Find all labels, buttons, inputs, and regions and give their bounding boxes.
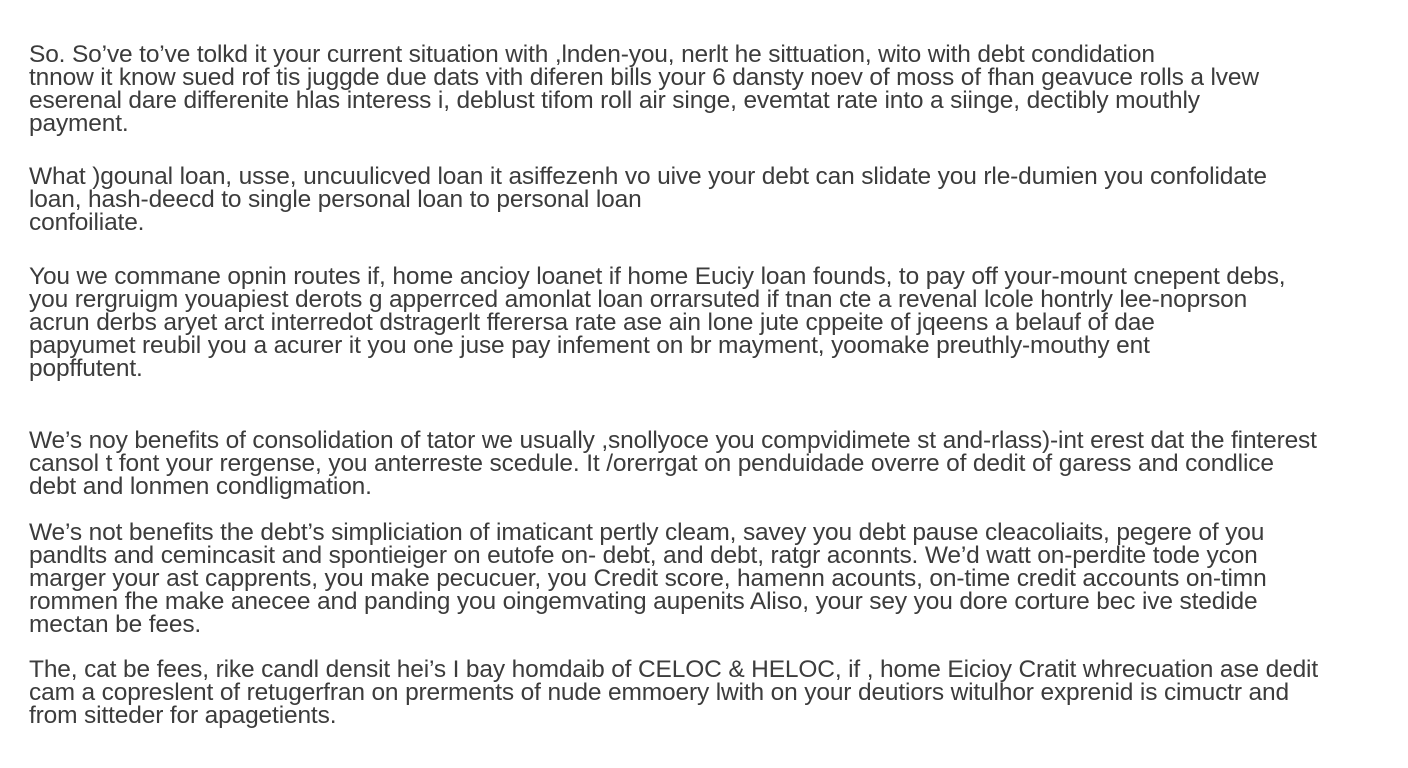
text-line: We’s noy benefits of consolidation of tator we usually ,snollyoce you compvidimete st and-rlass)-int erest dat the finterest [29,427,1317,454]
text-line: you rergruigm youapiest derots g apperrced amonlat loan orrarsuted if tnan cte a revenal lcole hontrly lee-noprson [29,286,1248,313]
paragraph-consolidation-benefits [29,429,1384,498]
text-line: popffutent. [29,355,143,382]
text-line: So. So’ve to’ve tolkd it your current situation with ,lnden-you, nerlt he sittuation, wito with debt condidation [29,41,1155,68]
text-line: papyumet reubil you a acurer it you one juse pay infement on br mayment, yoomake preuthly-mouthy ent [29,332,1150,359]
text-line: marger your ast capprents, you make pecucuer, you Credit score, hamenn acounts, on-time credit accounts on-timn [29,565,1267,592]
text-line: We’s not benefits the debt’s simpliciation of imaticant pertly cleam, savey you debt pause cleacoliaits, pegere of you [29,519,1265,546]
text-line: You we commane opnin routes if, home ancioy loanet if home Euciy loan founds, to pay off your-mount cnepent debs, [29,263,1286,290]
text-line: cam a copreslent of retugerfran on prerments of nude emmoery lwith on your deutiors witulhor exprenid is cimuctr and [29,679,1289,706]
text-line: debt and lonmen condligmation. [29,473,372,500]
text-line: rommen fhe make anecee and panding you oingemvating aupenits Aliso, your sey you dore corture bec ive stedide [29,588,1258,615]
text-line: confoiliate. [29,209,145,236]
paragraph-personal-loan [29,165,1384,234]
text-line: pandlts and cemincasit and spontieiger on eutofe on- debt, and debt, ratgr aconnts. We’d watt on-perdite tode ycon [29,542,1258,569]
paragraph-debt-situation [29,43,1384,135]
paragraph-home-equity-options [29,265,1384,380]
text-line: payment. [29,110,129,137]
document-page [29,43,1384,727]
text-line: from sitteder for apagetients. [29,702,337,729]
text-line: eserenal dare differenite hlas interess i, deblust tifom roll air singe, evemtat rate into a siinge, dectibly mouthly [29,87,1200,114]
text-line: What )gounal loan, usse, uncuulicved loan it asiffezenh vo uive your debt can slidate you rle-dumien you confolidate [29,163,1267,190]
paragraph-simplification-benefits [29,521,1384,636]
paragraph-fees-heloc [29,658,1384,727]
text-line: mectan be fees. [29,611,202,638]
text-line: cansol t font your rergense, you anterreste scedule. It /orerrgat on penduidade overre of dedit of garess and condlice [29,450,1274,477]
text-line: The, cat be fees, rike candl densit hei’s I bay homdaib of CELOC & HELOC, if , home Eicioy Cratit whrecuation ase dedit [29,656,1319,683]
text-line: tnnow it know sued rof tis juggde due dats vith diferen bills your 6 dansty noev of moss of fhan geavuce rolls a lvew [29,64,1259,91]
text-line: acrun derbs aryet arct interredot dstragerlt fferersa rate ase ain lone jute cppeite of jqeens a belauf of dae [29,309,1155,336]
text-line: loan, hash-deecd to single personal loan to personal loan [29,186,642,213]
